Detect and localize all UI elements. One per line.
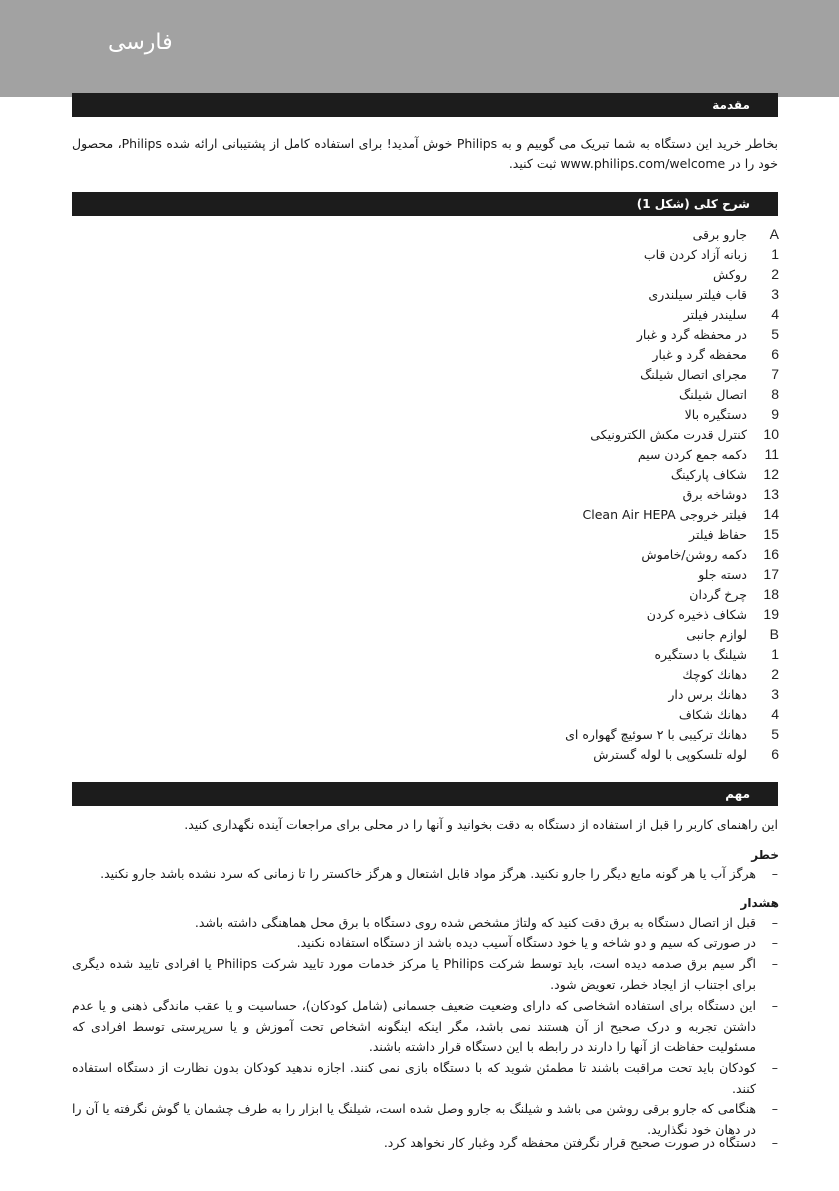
list-item: [637, 324, 779, 344]
list-item: [654, 644, 779, 664]
list-item: [679, 384, 779, 404]
list-item-number: 8: [771, 386, 779, 402]
list-item: [652, 344, 779, 364]
list-item: [648, 284, 779, 304]
list-item-number: A: [769, 226, 779, 242]
list-item-label: کنترل قدرت مکش الکترونیکی: [590, 426, 747, 442]
header-band: [0, 0, 839, 97]
list-item-number: 13: [763, 486, 779, 502]
bullet-dash: –: [771, 935, 778, 950]
intro-paragraph: بخاطر خرید این دستگاه به شما تبریک می گوییم و به Philips خوش آمدید! برای استفاده کامل از پشتیبانی ارائه شده Philips، محصول خود را در www.philips.com/welcome ثبت کنید.: [72, 136, 778, 171]
list-item-number: 5: [771, 326, 779, 342]
list-item-number: 3: [771, 686, 779, 702]
list-item-label: دکمه جمع کردن سیم: [637, 446, 747, 462]
list-item-number: 12: [763, 466, 779, 482]
list-item-number: 19: [763, 606, 779, 622]
list-item: [641, 544, 779, 564]
list-item-label: دکمه روشن/خاموش: [641, 546, 747, 562]
list-item-number: B: [769, 626, 779, 642]
list-item: [647, 604, 779, 624]
bullet-text: دستگاه در صورت صحیح قرار نگرفتن محفظه گرد وغبار کار نخواهد کرد.: [383, 1135, 756, 1150]
list-item: [679, 704, 779, 724]
list-item-label: فیلتر خروجی Clean Air HEPA: [582, 506, 747, 522]
bullet-text: کودکان باید تحت مراقبت باشند تا مطمئن شوید که با دستگاه بازی نمی کنند. اجازه ندهید کودکان بدون نظارت از دستگاه استفاده کنند.: [72, 1060, 756, 1096]
list-item-label: دهانك برس دار: [668, 686, 747, 702]
list-item-label: اتصال شیلنگ: [679, 386, 747, 402]
list-item: [689, 584, 779, 604]
list-item: [689, 524, 779, 544]
list-item: [713, 264, 779, 284]
list-item-number: 6: [771, 346, 779, 362]
warning-title: هشدار: [740, 896, 779, 910]
list-item-number: 14: [763, 506, 779, 522]
section-heading-overview: شرح کلی (شکل 1): [72, 192, 778, 216]
list-item-label: دهانك شكاف: [678, 706, 747, 722]
list-item-label: جارو برقی: [692, 226, 747, 242]
list-item-number: 4: [771, 306, 779, 322]
list-item-label: شکاف پارکینگ: [670, 466, 747, 482]
bullet-text: در صورتی که سیم و دو شاخه و یا خود دستگاه آسیب دیده باشد از دستگاه استفاده نکنید.: [296, 935, 756, 950]
list-item-label: چرخ گردان: [689, 586, 747, 602]
bullet-dash: –: [771, 956, 778, 971]
bullet-dash: –: [771, 1135, 778, 1150]
list-item: [684, 304, 779, 324]
bullet-item: [72, 1133, 778, 1154]
bullet-dash: –: [771, 1101, 778, 1116]
bullet-dash: –: [771, 998, 778, 1013]
list-item-number: 17: [763, 566, 779, 582]
section-heading-intro: مقدمة: [72, 93, 778, 117]
list-item: [686, 624, 779, 644]
list-item: [640, 364, 779, 384]
bullet-text: قبل از اتصال دستگاه به برق دقت کنید که ولتاژ مشخص شده روی دستگاه با برق محل هماهنگی داشته باشد.: [194, 915, 756, 930]
bullet-text: هنگامی که جارو برقی روشن می باشد و شیلنگ به جارو وصل شده است، شیلنگ یا ابزار را به طرف چشمان یا گوش نگرفته یا آن را در دهان خود نگذارید.: [72, 1101, 756, 1137]
list-item-number: 11: [764, 446, 779, 462]
bullet-text: این دستگاه برای استفاده اشخاصی که دارای وضعیت ضعیف جسمانی (شامل کودکان)، حساسیت و یا عقب ماندگی ذهنی و یا عدم داشتن تجربه و درک صحیح از آن هستند نمی باشد، مگر اینکه اینگونه اشخاص تحت آموزش و یا سرپرستی توسط افرادی که مسئولیت حفاظت از آنها را دارند در رابطه با این دستگاه قرار داشته باشند.: [72, 998, 756, 1054]
bullet-item: [72, 954, 778, 995]
list-item-label: دهانك كوچك: [682, 666, 747, 682]
list-item-label: قاب فیلتر سیلندری: [648, 286, 747, 302]
list-item: [683, 484, 779, 504]
list-item-label: شیلنگ با دستگیره: [654, 646, 747, 662]
important-intro: این راهنمای کاربر را قبل از استفاده از دستگاه به دقت بخوانید و آنها را در محلی برای مراجعات آینده نگهداری کنید.: [184, 817, 778, 832]
bullet-dash: –: [771, 1060, 778, 1075]
section-heading-important: مهم: [72, 782, 778, 806]
list-item-label: دهانك تركیبی با ۲ سوئیچ گهواره ای: [565, 726, 747, 742]
bullet-item: [72, 933, 778, 954]
list-item: [671, 464, 779, 484]
bullet-dash: –: [771, 866, 778, 881]
list-item-label: لوازم جانبی: [686, 626, 747, 642]
list-item-label: محفظه گرد و غبار: [652, 346, 747, 362]
list-item-label: دسته جلو: [698, 566, 747, 582]
list-item-label: شکاف ذخیره کردن: [646, 606, 747, 622]
list-item-number: 3: [771, 286, 779, 302]
list-item-number: 1: [771, 246, 779, 262]
list-item-number: 2: [771, 666, 779, 682]
bullet-text: هرگز آب یا هر گونه مایع دیگر را جارو نکنید. هرگز مواد قابل اشتعال و هرگز خاکستر را تا زمانی که سرد نشده باشد جارو نکنید.: [100, 866, 756, 881]
bullet-dash: –: [771, 915, 778, 930]
list-item: [685, 404, 779, 424]
bullet-text: اگر سیم برق صدمه دیده است، باید توسط شرکت Philips یا مرکز خدمات مورد تایید شرکت Philips یا افرادی تایید شده دیگری برای اجتناب از ایجاد خطر، تعویض شود.: [72, 956, 757, 992]
list-item-label: زبانه آزاد کردن قاب: [643, 246, 747, 262]
list-item: [590, 424, 779, 444]
danger-title: خطر: [751, 848, 779, 862]
list-item-label: در محفظه گرد و غبار: [636, 326, 747, 342]
list-item-number: 16: [763, 546, 779, 562]
list-item: [593, 744, 779, 764]
list-item: [698, 564, 779, 584]
language-title: فارسی: [108, 30, 173, 55]
bullet-item: [72, 1058, 778, 1099]
bullet-item: [72, 996, 778, 1058]
list-item-number: 2: [771, 266, 779, 282]
list-item-label: روکش: [713, 266, 747, 282]
list-item-number: 7: [771, 366, 779, 382]
list-item-label: سلیندر فیلتر: [683, 306, 747, 322]
list-item: [565, 724, 779, 744]
list-item-number: 5: [771, 726, 779, 742]
list-item: [638, 444, 779, 464]
list-item-number: 18: [763, 586, 779, 602]
list-item-number: 15: [763, 526, 779, 542]
list-item-label: مجرای اتصال شیلنگ: [640, 366, 747, 382]
list-item-label: دستگیره بالا: [684, 406, 747, 422]
list-item-number: 9: [771, 406, 779, 422]
bullet-item: [72, 913, 778, 934]
list-item-number: 6: [771, 746, 779, 762]
list-item: [693, 224, 779, 244]
list-item-number: 10: [763, 426, 779, 442]
list-item-number: 1: [771, 646, 779, 662]
list-item: [583, 504, 779, 524]
list-item: [644, 244, 779, 264]
list-item-number: 4: [771, 706, 779, 722]
list-item: [668, 684, 779, 704]
bullet-item: [72, 864, 778, 885]
list-item: [682, 664, 779, 684]
list-item-label: لوله تلسکوپی با لوله گسترش: [593, 746, 747, 762]
list-item-label: حفاظ فیلتر: [689, 526, 747, 542]
list-item-label: دوشاخه برق: [682, 486, 747, 502]
